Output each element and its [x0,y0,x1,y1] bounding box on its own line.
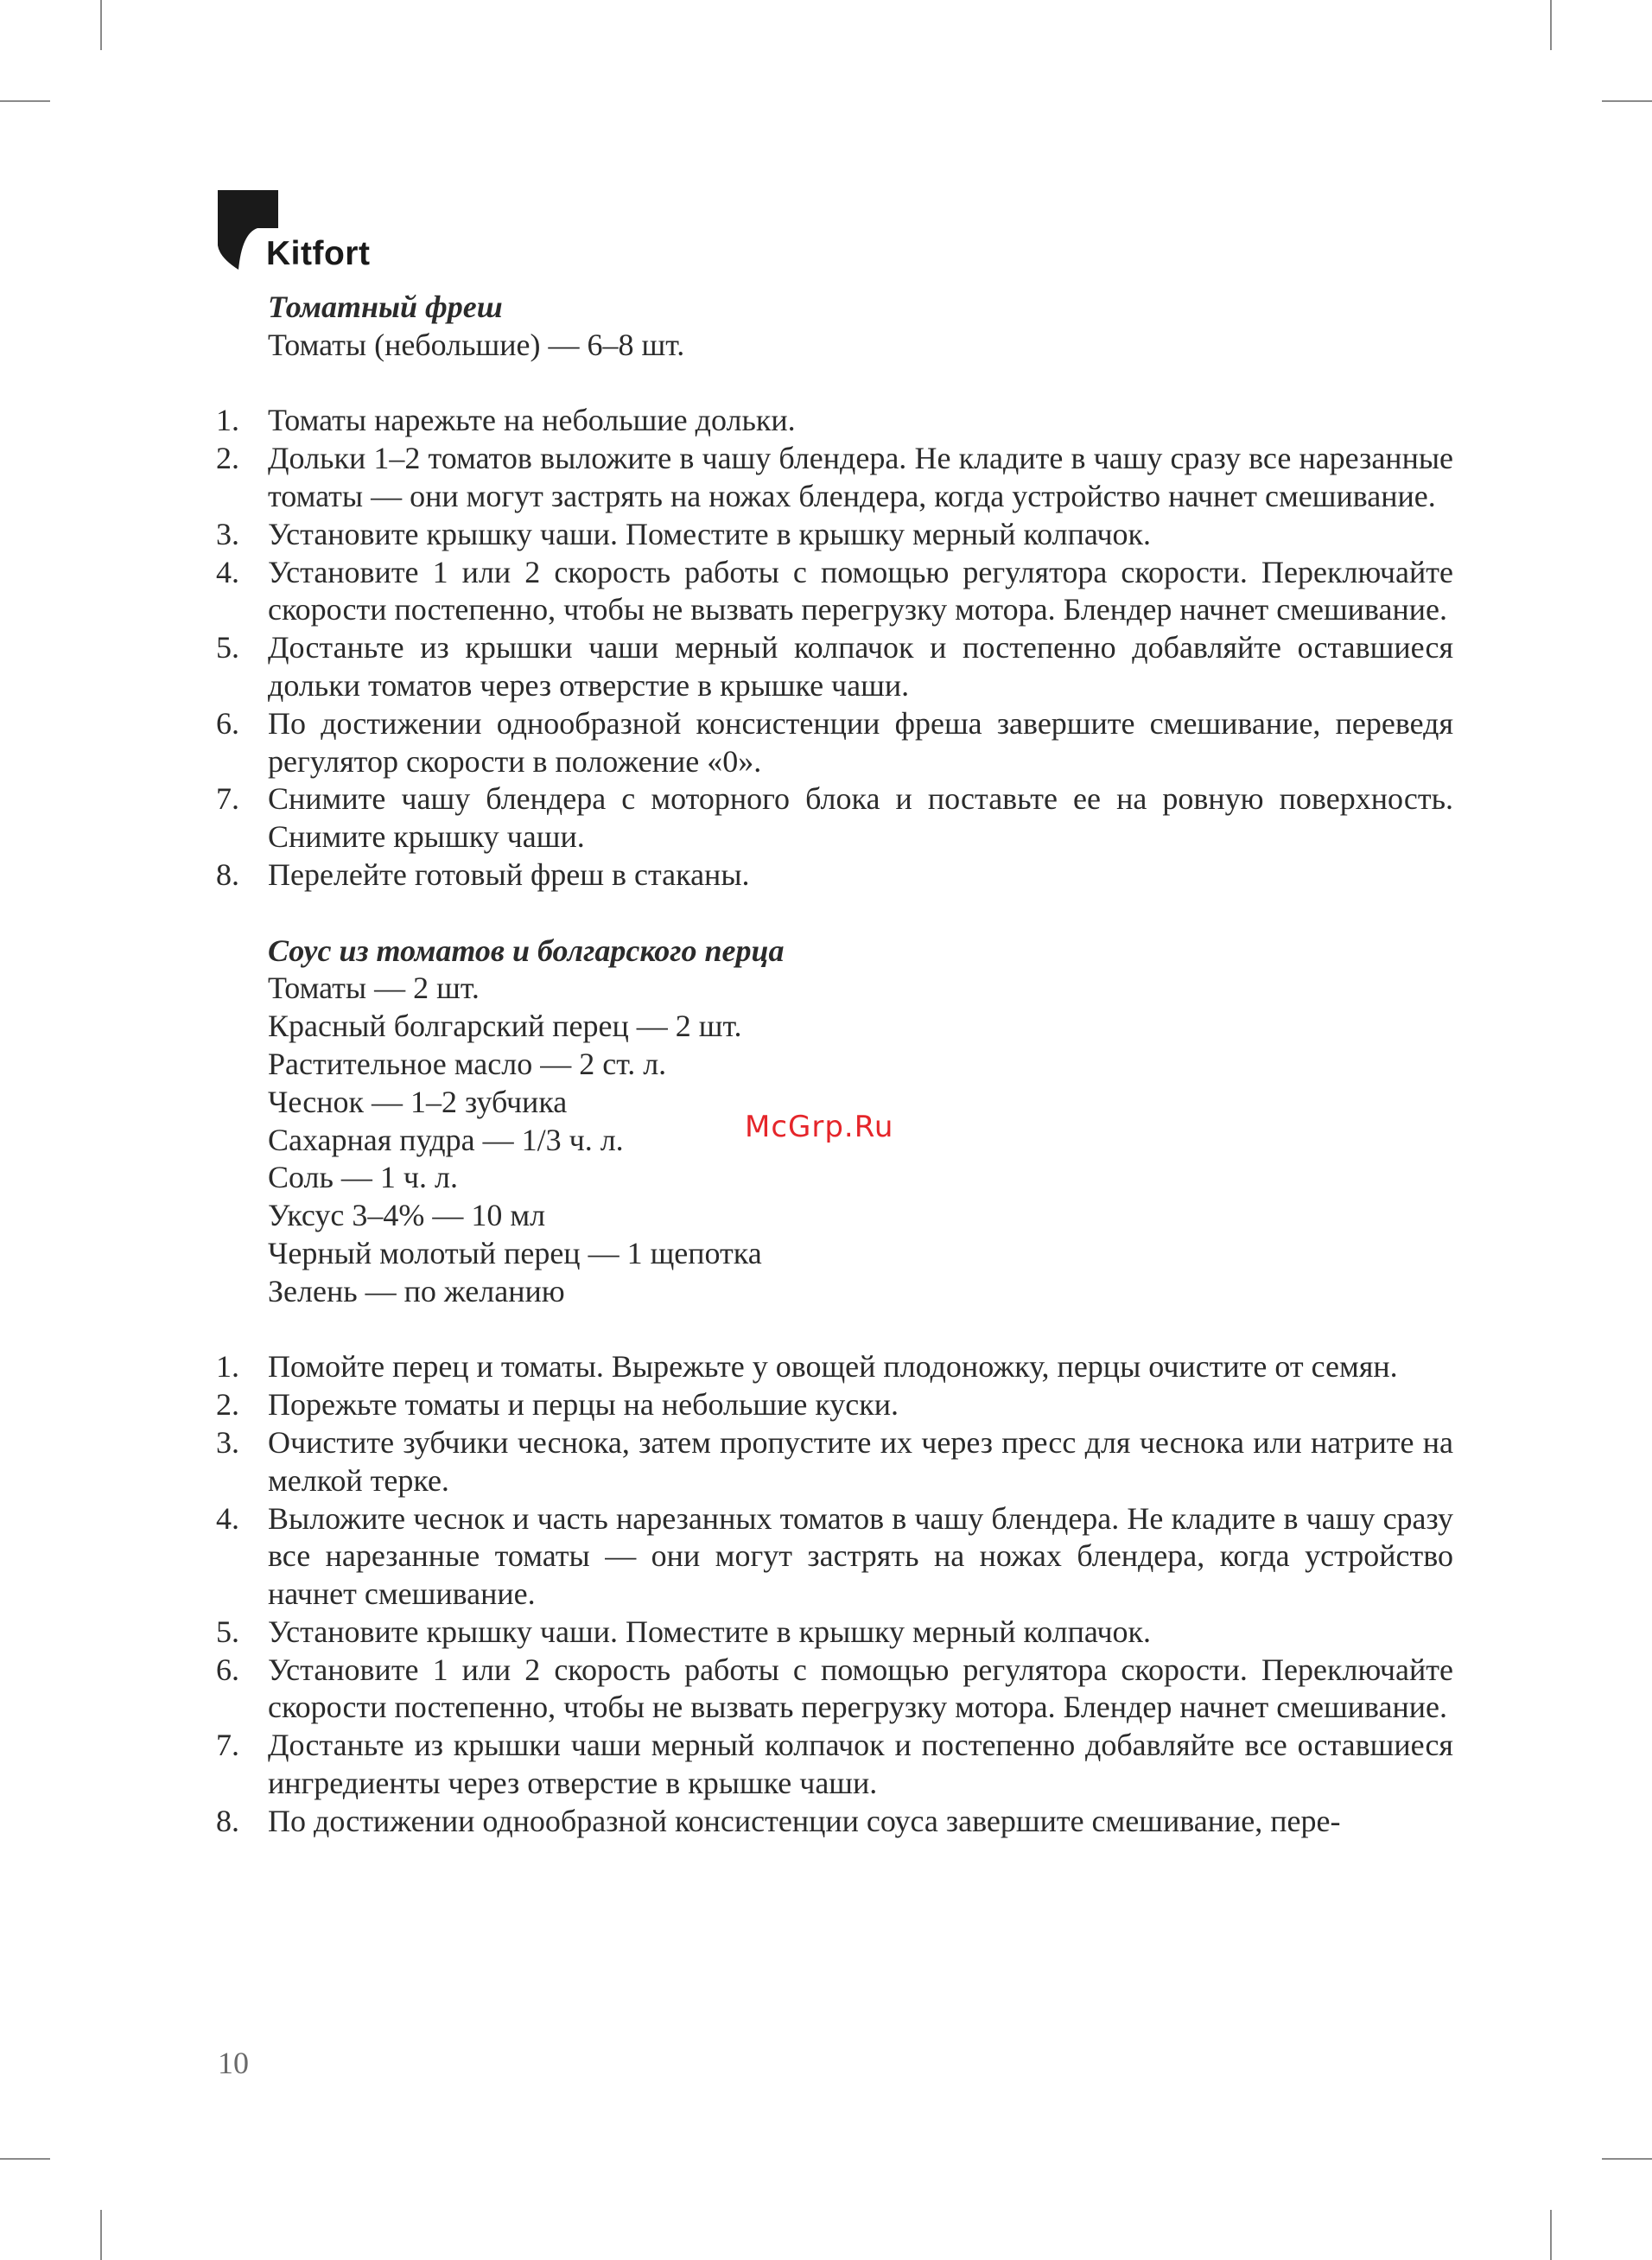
step-item [216,629,1453,705]
ingredient-list [216,327,1453,365]
ingredient-item: Черный молотый перец — 1 щепотка [268,1235,762,1270]
step-item [216,516,1453,554]
step-text: По достижении однообразной консистенции соуса завершите смешивание, пере- [268,1803,1341,1838]
crop-mark [1550,0,1552,50]
ingredient-item: Зелень — по желанию [268,1273,565,1308]
step-item [216,1348,1453,1386]
step-text: Помойте перец и томаты. Вырежьте у овощей плодоножку, перцы очистите от семян. [268,1349,1398,1385]
brand-name: Kitfort [266,235,371,272]
step-number: 5. [216,1614,239,1649]
step-number: 1. [216,403,239,438]
recipe-title: Томатный фреш [268,290,503,324]
step-text: Выложите чеснок и часть нарезанных томатов в чашу блендера. Не кладите в чашу сразу все нарезанные томаты — они могут застрять на ножах блендера, когда устройство начнет смешивание. [268,1500,1453,1612]
step-item [216,780,1453,856]
step-number: 8. [216,1803,239,1838]
step-text: Установите 1 или 2 скорость работы с помощью регулятора скорости. Переключайте скорости постепенно, чтобы не вызвать перегрузку мотора. Блендер начнет смешивание. [268,554,1453,627]
step-number: 4. [216,554,239,589]
step-text: По достижении однообразной консистенции фреша завершите смешивание, переведя регулятор скорости в положение «0». [268,705,1453,779]
step-number: 7. [216,1728,239,1763]
crop-mark [0,100,50,102]
ingredient-item: Уксус 3–4% — 10 мл [268,1198,546,1233]
step-text: Установите крышку чаши. Поместите в крышку мерный колпачок. [268,516,1152,551]
recipe-title: Соус из томатов и болгарского перца [268,933,785,968]
step-text: Томаты нарежьте на небольшие дольки. [268,403,796,438]
step-list [216,1348,1453,1840]
crop-mark [100,0,102,50]
step-text: Достаньте из крышки чаши мерный колпачок и постепенно добавляйте оставшиеся дольки томатов через отверстие в крышке чаши. [268,630,1453,703]
crop-mark [0,2158,50,2160]
step-text: Дольки 1–2 томатов выложите в чашу блендера. Не кладите в чашу сразу все нарезанные томаты — они могут застрять на ножах блендера, когда устройство начнет смешивание. [268,441,1453,513]
step-text: Достаньте из крышки чаши мерный колпачок и постепенно добавляйте все оставшиеся ингредиенты через отверстие в крышке чаши. [268,1728,1453,1801]
watermark: McGrp.Ru [745,1110,894,1144]
step-number: 1. [216,1349,239,1385]
ingredient-item: Растительное масло — 2 ст. л. [268,1046,667,1081]
ingredient-item: Соль — 1 ч. л. [268,1160,458,1195]
step-list [216,402,1453,894]
step-number: 8. [216,856,239,892]
step-item [216,705,1453,781]
ingredient-item: Сахарная пудра — 1/3 ч. л. [268,1122,624,1157]
step-text: Снимите чашу блендера с моторного блока и поставьте ее на ровную поверхность. Снимите крышку чаши. [268,781,1453,855]
step-item [216,1424,1453,1500]
step-number: 3. [216,516,239,551]
brand-logo [218,190,391,270]
crop-mark [1602,100,1652,102]
step-text: Порежьте томаты и перцы на небольшие куски. [268,1387,899,1423]
step-item [216,1652,1453,1728]
step-item [216,402,1453,440]
step-text: Установите 1 или 2 скорость работы с помощью регулятора скорости. Переключайте скорости постепенно, чтобы не вызвать перегрузку мотора. Блендер начнет смешивание. [268,1652,1453,1725]
page-content [216,289,1453,1841]
step-number: 3. [216,1424,239,1460]
step-item [216,1386,1453,1424]
ingredient-item: Томаты — 2 шт. [268,971,480,1006]
step-number: 7. [216,781,239,817]
step-item [216,1614,1453,1652]
step-text: Очистите зубчики чеснока, затем пропустите их через пресс для чеснока или натрите на мелкой терке. [268,1424,1453,1498]
step-item [216,554,1453,630]
step-item [216,1500,1453,1614]
step-text: Установите крышку чаши. Поместите в крышку мерный колпачок. [268,1614,1152,1649]
step-number: 4. [216,1500,239,1536]
step-number: 6. [216,705,239,741]
step-number: 6. [216,1652,239,1687]
step-number: 5. [216,630,239,665]
crop-mark [100,2210,102,2260]
ingredient-item: Красный болгарский перец — 2 шт. [268,1009,742,1044]
step-number: 2. [216,1387,239,1423]
crop-mark [1550,2210,1552,2260]
step-item [216,440,1453,516]
step-item [216,856,1453,894]
ingredient-item: Томаты (небольшие) — 6–8 шт. [268,327,685,362]
step-number: 2. [216,441,239,476]
ingredient-item: Чеснок — 1–2 зубчика [268,1084,568,1119]
step-item [216,1727,1453,1803]
crop-mark [1602,2158,1652,2160]
step-item [216,1803,1453,1841]
step-text: Перелейте готовый фреш в стаканы. [268,856,750,892]
page-number: 10 [218,2046,249,2080]
